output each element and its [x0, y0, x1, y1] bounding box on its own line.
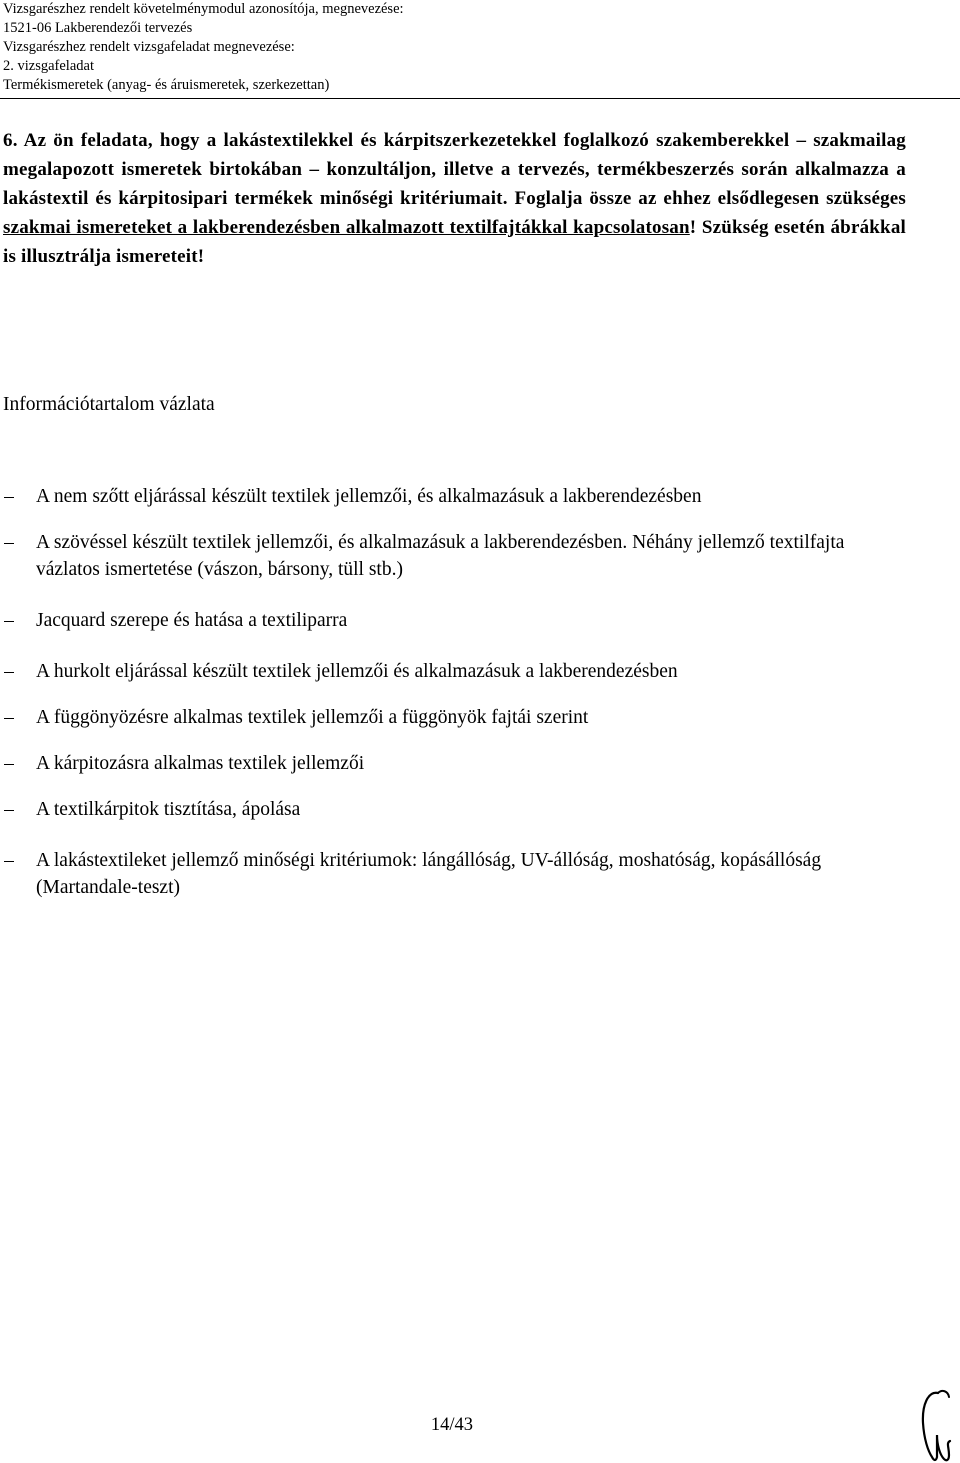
document-header: [3, 0, 703, 95]
header-line: 1521-06 Lakberendezői tervezés: [3, 20, 193, 36]
outline-list: [0, 483, 880, 901]
outline-title: Információtartalom vázlata: [3, 394, 215, 415]
task-description: [3, 126, 906, 271]
list-item-text: A nem szőtt eljárással készült textilek jellemzői, és alkalmazásuk a lakberendezésben: [36, 486, 702, 507]
list-item-text: A hurkolt eljárással készült textilek jellemzői és alkalmazásuk a lakberendezésben: [36, 661, 678, 682]
list-item-text: Jacquard szerepe és hatása a textiliparra: [36, 610, 348, 631]
list-item-text: A szövéssel készült textilek jellemzői, és alkalmazásuk a lakberendezésben. Néhány jellemző textilfajta vázlatos ismertetése (vászon, bársony, tüll stb.): [36, 532, 845, 580]
list-item: [0, 796, 880, 823]
dash-bullet: –: [4, 753, 14, 774]
task-underlined-text: szakmai ismereteket a lakberendezésben alkalmazott textilfajtákkal kapcsolatosan: [3, 217, 690, 238]
header-line: 2. vizsgafeladat: [3, 58, 94, 74]
list-item: [0, 483, 880, 510]
dash-bullet: –: [4, 707, 14, 728]
list-item: [0, 704, 880, 731]
list-item: [0, 607, 880, 634]
list-item: [0, 658, 880, 685]
signature-mark: [916, 1385, 960, 1463]
header-line: Termékismeretek (anyag- és áruismeretek, szerkezettan): [3, 77, 330, 93]
dash-bullet: –: [4, 532, 14, 553]
dash-bullet: –: [4, 850, 14, 871]
task-text-end: ! Szükség esetén ábrákkal is illusztrálja ismereteit!: [3, 217, 906, 267]
dash-bullet: –: [4, 799, 14, 820]
list-item-text: A függönyözésre alkalmas textilek jellemzői a függönyök fajtái szerint: [36, 707, 589, 728]
dash-bullet: –: [4, 661, 14, 682]
page-number: 14/43: [430, 1415, 474, 1435]
list-item: [0, 529, 880, 583]
dash-bullet: –: [4, 610, 14, 631]
list-item-text: A kárpitozásra alkalmas textilek jellemzői: [36, 753, 365, 774]
header-divider: [0, 98, 960, 99]
header-line: Vizsgarészhez rendelt vizsgafeladat megnevezése:: [3, 39, 295, 55]
dash-bullet: –: [4, 486, 14, 507]
list-item: [0, 750, 880, 777]
list-item-text: A lakástextileket jellemző minőségi kritériumok: lángállóság, UV-állóság, moshatóság, kopásállóság (Martandale-teszt): [36, 850, 822, 898]
header-line: Vizsgarészhez rendelt követelménymodul azonosítója, megnevezése:: [3, 1, 404, 17]
task-text: 6. Az ön feladata, hogy a lakástextilekkel és kárpitszerkezetekkel foglalkozó szakemberekkel – szakmailag megalapozott ismeretek birtokában – konzultáljon, illetve a tervezés, termékbeszerzés során alkalmazza a lakástextil és kárpitosipari termékek minőségi kritériumait. Foglalja össze az ehhez elsődlegesen szükséges: [3, 130, 906, 209]
list-item: [0, 847, 880, 901]
list-item-text: A textilkárpitok tisztítása, ápolása: [36, 799, 301, 820]
